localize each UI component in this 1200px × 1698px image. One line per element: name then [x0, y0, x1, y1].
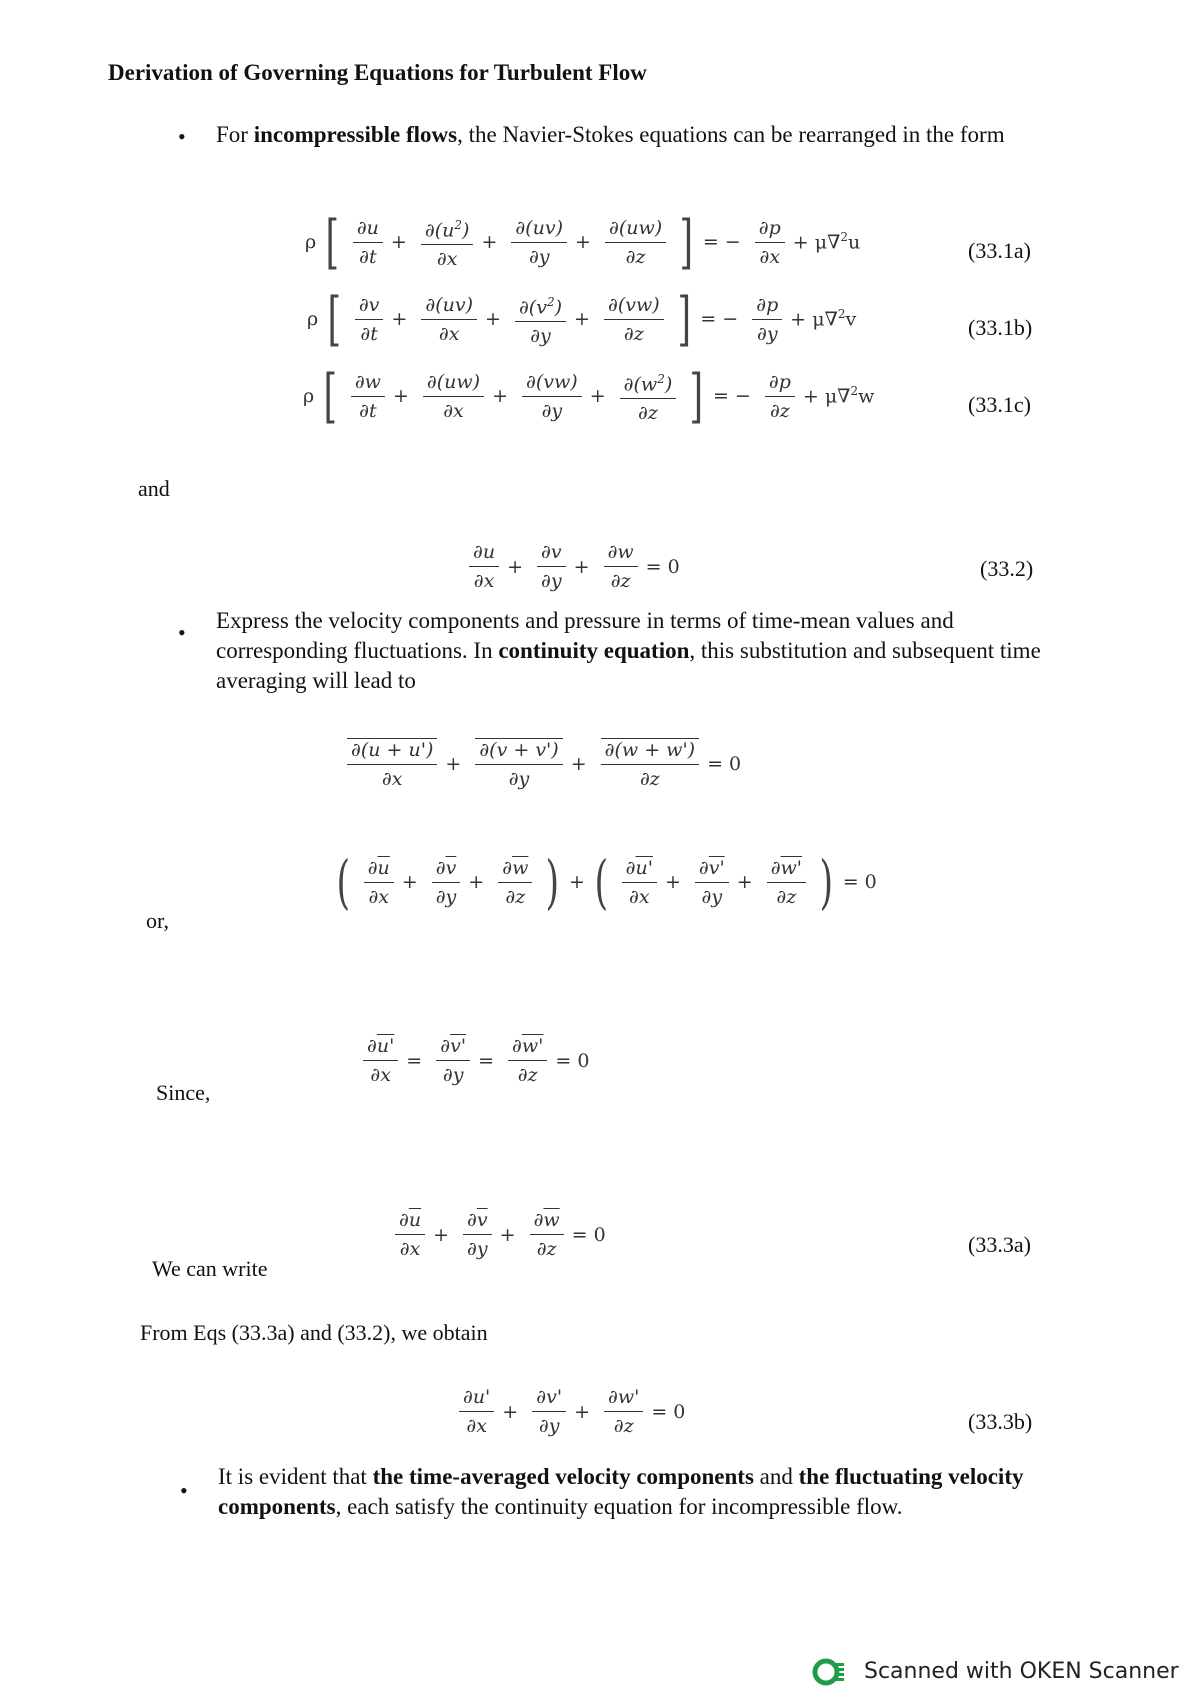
bullet-marker: • — [178, 124, 186, 149]
oken-scanner-logo-icon — [812, 1657, 846, 1687]
bullet1-pre: For — [216, 122, 254, 147]
equation-33-3a: $\frac{\partial\overline{u}}{\partial x}$ + $\frac{\partial\overline{v}}{\partial y}$ + $\frac{\partial\overline{w}}{\partial z}$ = 0 — [392, 1209, 611, 1260]
scanner-watermark-text: Scanned with OKEN Scanner — [864, 1659, 1179, 1684]
eq-number-33-3b: (33.3b) — [968, 1409, 1033, 1434]
equation-expanded-form: ( $\frac{\partial\overline{u}}{\partial x}$ + $\frac{\partial\overline{v}}{\partial y}$ + $\frac{\partial\overline{w}}{\partial z}$ ) + ( $\frac{\partial u'}{\partial x}$ + $\frac{\partial v'}{\partial y}$ + $\frac{\partial w'}{\partial z}$ ) = 0 — [336, 848, 877, 916]
bullet1-text — [216, 120, 1046, 150]
and-label: and — [138, 476, 170, 501]
equation-since: $\frac{\partial u'}{\partial x}$ = $\frac{\partial v'}{\partial y}$ = $\frac{\partial w'}{\partial z}$ = 0 — [360, 1035, 594, 1086]
equation-33-1a: ρ [ $\frac{\partial u}{\partial t}$ + $\frac{\partial(u^2)}{\partial x}$ + $\frac{\partial(uv)}{\partial y}$ + $\frac{\partial(uw)}{\partial z}$ ] = − $\frac{\partial p}{\partial x}$ + μ∇$^2$u — [305, 208, 861, 276]
bullet3-pre: It is evident that — [218, 1464, 373, 1489]
bullet-marker: • — [180, 1478, 188, 1503]
eq-number-33-2: (33.2) — [980, 556, 1034, 581]
eq-number-33-1a: (33.1a) — [968, 238, 1031, 263]
equation-33-1b: ρ [ $\frac{\partial v}{\partial t}$ + $\frac{\partial(uv)}{\partial x}$ + $\frac{\partial(v^2)}{\partial y}$ + $\frac{\partial(vw)}{\partial z}$ ] = − $\frac{\partial p}{\partial y}$ + μ∇$^2$v — [307, 285, 857, 353]
bullet3-post: , each satisfy the continuity equation for incompressible flow. — [335, 1494, 903, 1519]
bullet1-bold: incompressible flows — [253, 122, 458, 147]
eq-number-33-3a: (33.3a) — [968, 1232, 1031, 1257]
bullet2-post: , this substitution and subsequent time averaging will lead to — [216, 638, 1041, 693]
eq-number-33-1c: (33.1c) — [968, 392, 1031, 417]
from-eqs-text: From Eqs (33.3a) and (33.2), we obtain — [140, 1320, 488, 1345]
or-label: or, — [146, 908, 169, 933]
bullet2-bold: continuity equation — [498, 638, 690, 663]
since-label: Since, — [156, 1080, 211, 1105]
eq-number-33-1b: (33.1b) — [968, 315, 1033, 340]
bullet3-bold2: the fluctuating velocity components — [218, 1464, 1024, 1519]
bullet3-text — [218, 1462, 1048, 1522]
we-can-write-label: We can write — [152, 1256, 268, 1281]
bullet3-mid: and — [753, 1464, 799, 1489]
equation-33-3b: $\frac{\partial u'}{\partial x}$ + $\frac{\partial v'}{\partial y}$ + $\frac{\partial w'}{\partial z}$ = 0 — [456, 1386, 690, 1437]
equation-33-2: $\frac{\partial u}{\partial x}$ + $\frac{\partial v}{\partial y}$ + $\frac{\partial w}{\partial z}$ = 0 — [466, 541, 685, 592]
bullet1-post: , the Navier-Stokes equations can be rearranged in the form — [457, 122, 1005, 147]
bullet2-pre: Express the velocity components and pressure in terms of time-mean values and corresponding fluctuations. In — [216, 608, 954, 663]
equation-averaged-substitution: $\frac{\partial(\overline{u} + u')}{\partial x}$ + $\frac{\partial(\overline{v} + v')}{\partial y}$ + $\frac{\partial(\overline{w} + w')}{\partial z}$ = 0 — [344, 738, 746, 790]
bullet-marker: • — [178, 620, 186, 645]
bullet3-bold1: the time-averaged velocity components — [372, 1464, 754, 1489]
page-title: Derivation of Governing Equations for Turbulent Flow — [108, 60, 647, 85]
bullet2-text — [216, 606, 1046, 696]
equation-33-1c: ρ [ $\frac{\partial w}{\partial t}$ + $\frac{\partial(uw)}{\partial x}$ + $\frac{\partial(vw)}{\partial y}$ + $\frac{\partial(w^2)}{\partial z}$ ] = − $\frac{\partial p}{\partial z}$ + μ∇$^2$w — [303, 362, 875, 430]
